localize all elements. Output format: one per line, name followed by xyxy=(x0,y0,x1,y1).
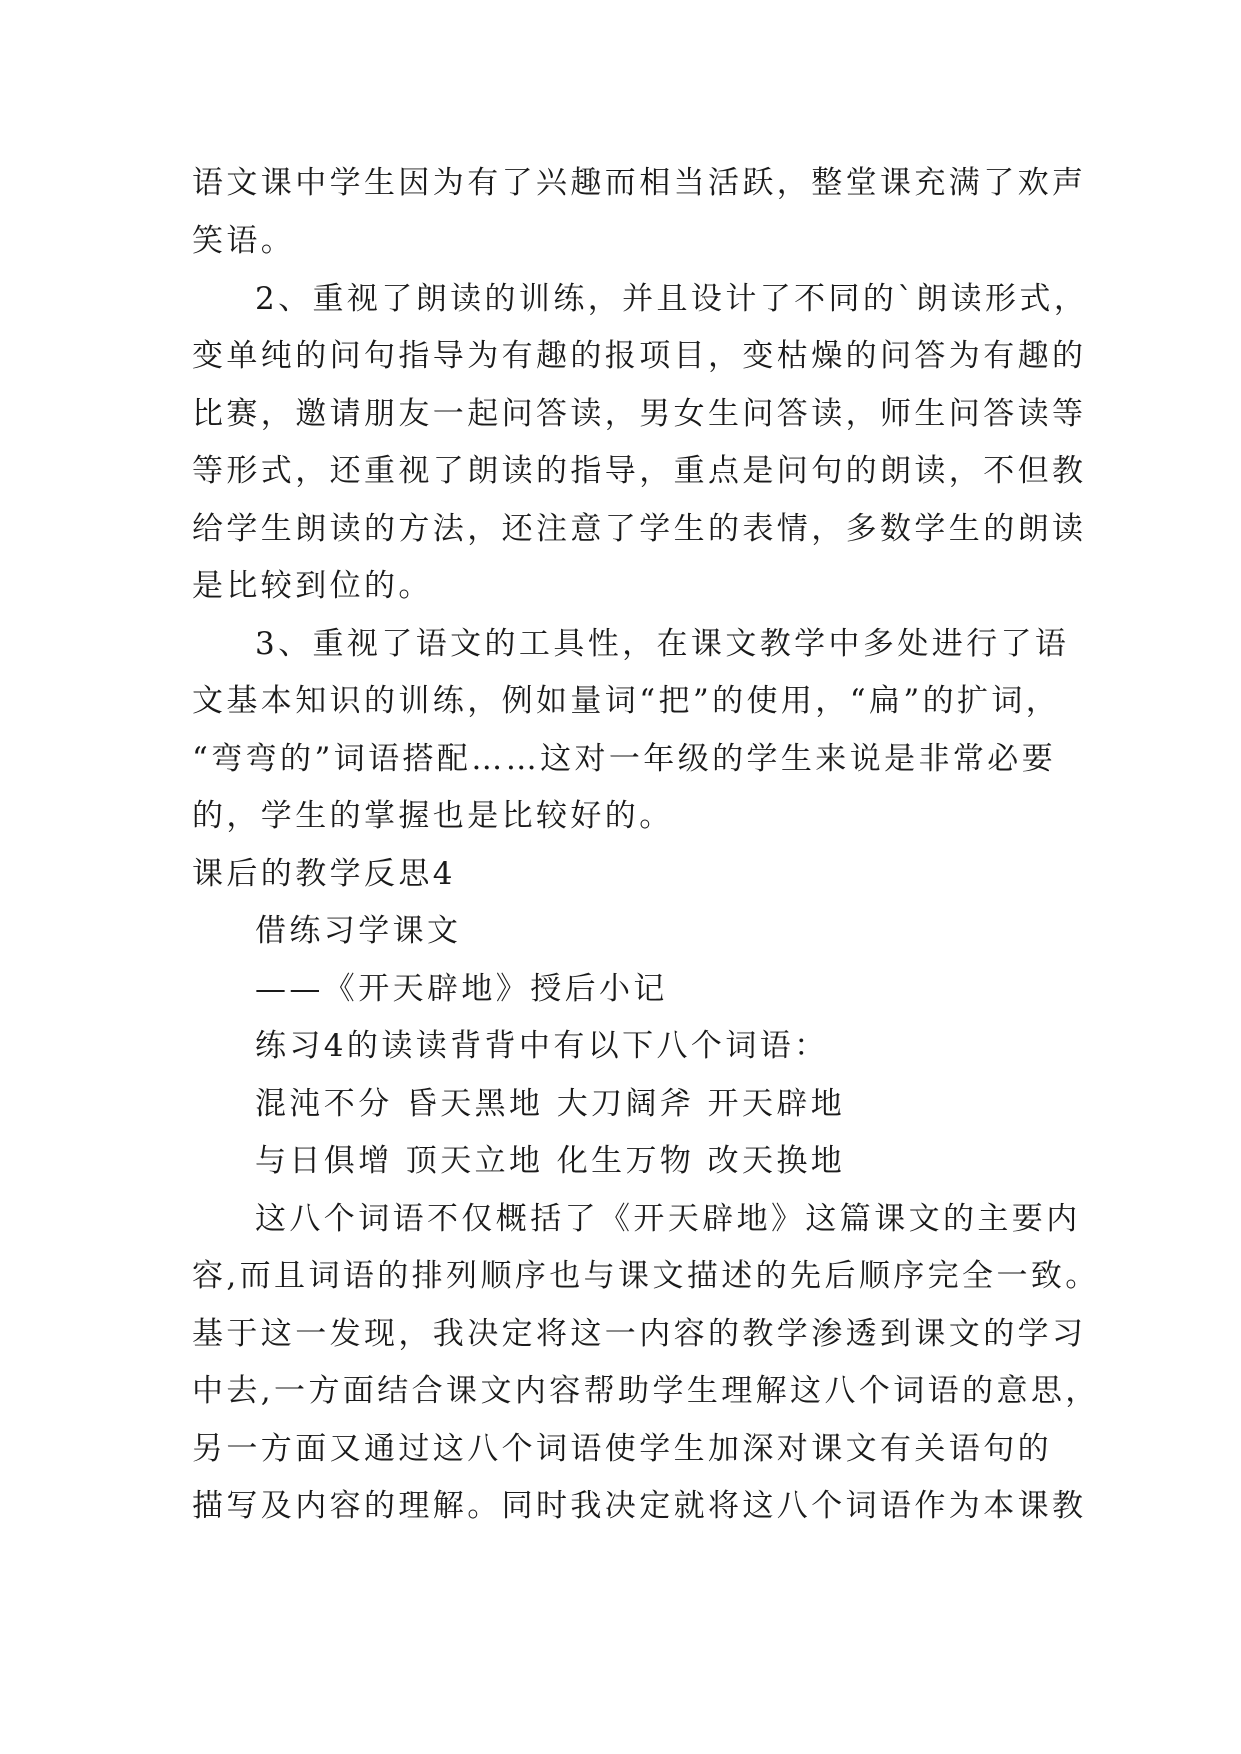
article-subtitle: ——《开天辟地》授后小记 xyxy=(255,971,668,1007)
paragraph-line: 语文课中学生因为有了兴趣而相当活跃，整堂课充满了欢声 xyxy=(192,165,1087,201)
paragraph-line: 的，学生的掌握也是比较好的。 xyxy=(192,798,674,834)
paragraph-line: 容,而且词语的排列顺序也与课文描述的先后顺序完全一致。 xyxy=(192,1258,1100,1294)
paragraph-line: 给学生朗读的方法，还注意了学生的表情，多数学生的朗读 xyxy=(192,511,1087,547)
section-heading: 课后的教学反思4 xyxy=(192,856,456,892)
paragraph-line: 描写及内容的理解。同时我决定就将这八个词语作为本课教 xyxy=(192,1488,1087,1524)
word-list-row: 混沌不分 昏天黑地 大刀阔斧 开天辟地 xyxy=(255,1086,846,1122)
paragraph-line: 比赛，邀请朋友一起问答读，男女生问答读，师生问答读等 xyxy=(192,396,1087,432)
paragraph-line: 基于这一发现，我决定将这一内容的教学渗透到课文的学习 xyxy=(192,1316,1087,1352)
paragraph-line: 2、重视了朗读的训练，并且设计了不同的`朗读形式， xyxy=(255,281,1089,317)
paragraph-line: 另一方面又通过这八个词语使学生加深对课文有关语句的 xyxy=(192,1431,1052,1467)
paragraph-line: “弯弯的”词语搭配……这对一年级的学生来说是非常必要 xyxy=(192,741,1057,777)
paragraph-line: 文基本知识的训练，例如量词“把”的使用，“扁”的扩词， xyxy=(192,683,1061,719)
word-list-row: 与日俱增 顶天立地 化生万物 改天换地 xyxy=(255,1143,846,1179)
paragraph-line: 这八个词语不仅概括了《开天辟地》这篇课文的主要内 xyxy=(255,1201,1081,1237)
paragraph-line: 练习4的读读背背中有以下八个词语： xyxy=(255,1028,829,1064)
paragraph-line: 笑语。 xyxy=(192,223,296,259)
paragraph-line: 是比较到位的。 xyxy=(192,568,433,604)
paragraph-line: 变单纯的问句指导为有趣的报项目，变枯燥的问答为有趣的 xyxy=(192,338,1087,374)
paragraph-line: 中去,一方面结合课文内容帮助学生理解这八个词语的意思， xyxy=(192,1373,1100,1409)
paragraph-line: 等形式，还重视了朗读的指导，重点是问句的朗读，不但教 xyxy=(192,453,1087,489)
paragraph-line: 3、重视了语文的工具性，在课文教学中多处进行了语 xyxy=(255,626,1070,662)
article-title: 借练习学课文 xyxy=(255,913,462,949)
